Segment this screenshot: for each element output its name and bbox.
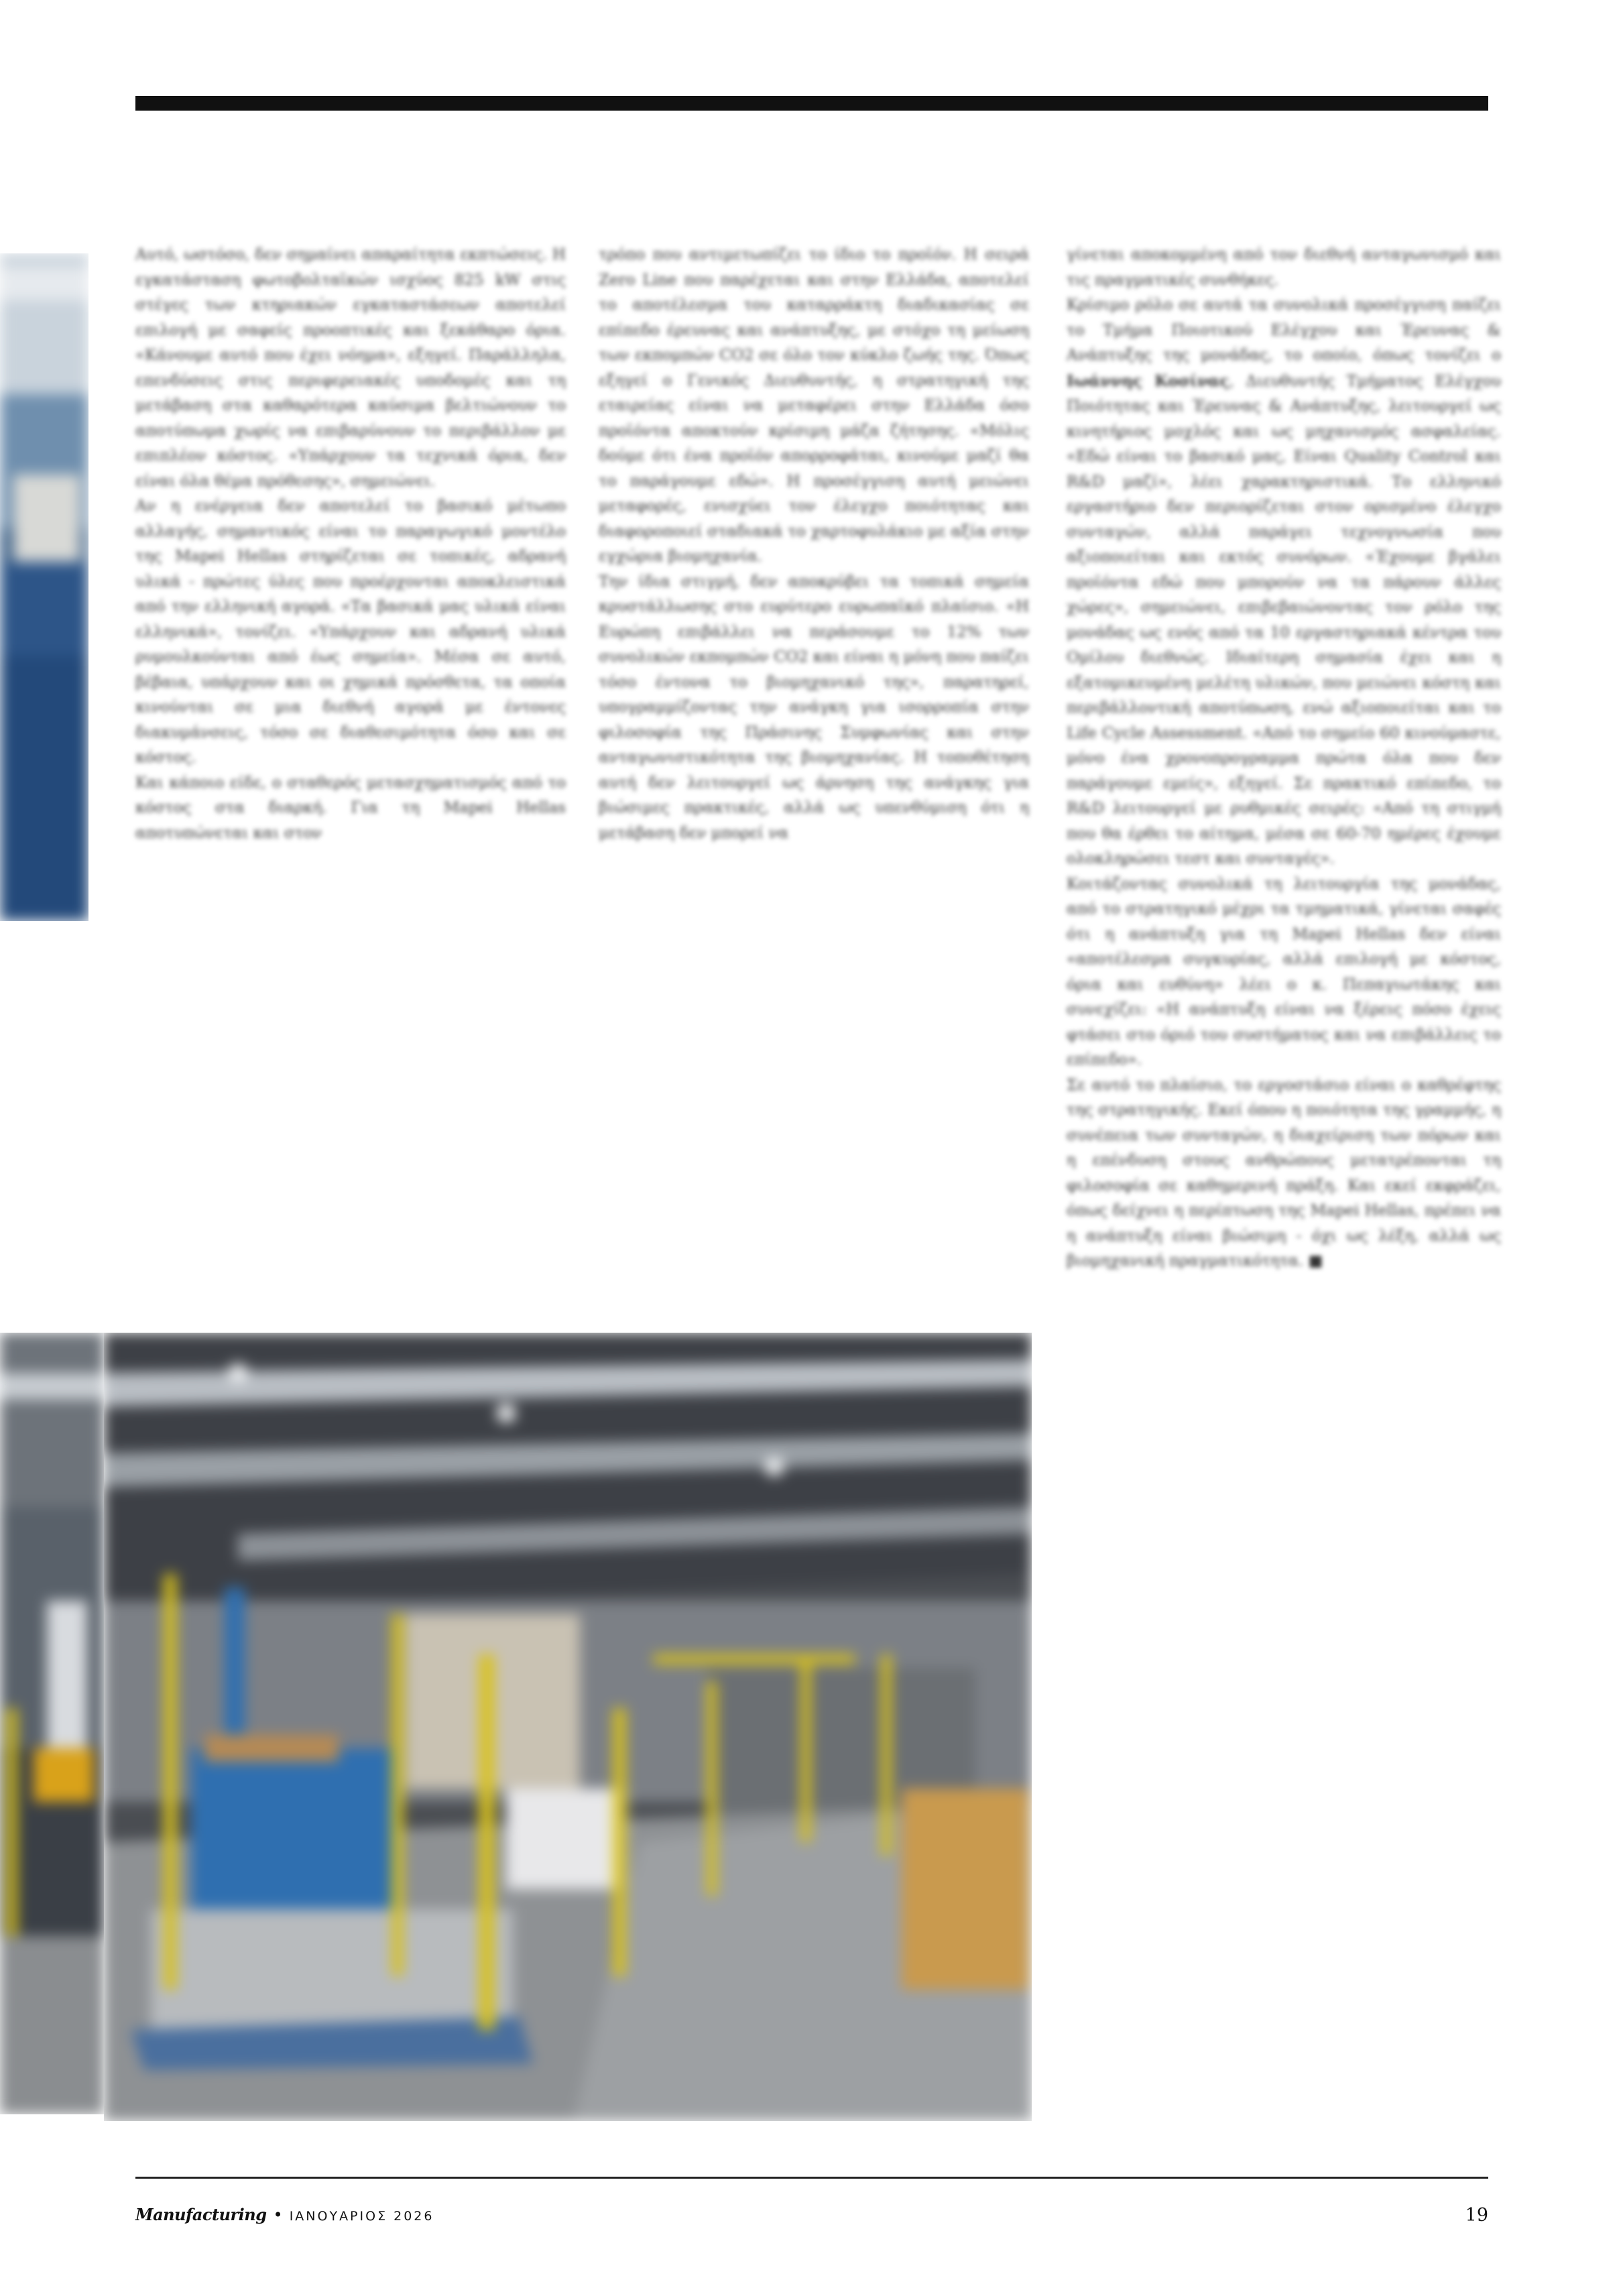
separator-dot: • (273, 2206, 283, 2224)
article-column-3 (1067, 243, 1501, 2120)
paragraph: Κοιτάζοντας συνολικά τη λειτουργία της μονάδας, από το στρατηγικό μέχρι τα τμηματικά, γίνεται σαφές ότι η ανάπτυξη για τη Mapei Hellas δεν είναι «αποτέλεσμα συγκυρίας, αλλά επιλογή με κόστος, όρια και ευθύνη» λέει ο κ. Πεπαγιωτάκης και συνεχίζει: «Η ανάπτυξη είναι να ξέρεις πόσο έχεις φτάσει στο όριό του συστήματος και να επιβάλλεις το επίπεδο». (1067, 875, 1501, 1069)
warehouse-photo (104, 1333, 1032, 2121)
office-photo (0, 253, 88, 921)
paragraph: γίνεται αποκομμένη από τον διεθνή ανταγωνισμό και τις πραγματικές συνθήκες. (1067, 246, 1501, 289)
article-column-1 (135, 243, 566, 846)
issue-date: ΙΑΝΟΥΑΡΙΟΣ 2026 (289, 2209, 434, 2224)
highlighted-name: Ιωάννης Κοσίνας (1067, 371, 1229, 390)
article-column-2 (599, 243, 1029, 846)
footer-publication (135, 2205, 434, 2224)
paragraph: Την ίδια στιγμή, δεν αποκρύβει τα τοπικά σημεία κρυστάλλωσης στο ευρύτερο ευρωπαϊκό πλαίσιο. «Η Ευρώπη επιβάλλει να περάσουμε το 12% των συνολικών εκπομπών CO2 και είναι η μόνη που παίζει τόσο έντονα το βιομηχανικό της», παρατηρεί, υπογραμμίζοντας την ανάγκη για ισορροπία στην φιλοσοφία της Πράσινης Συμφωνίας και στην ανταγωνιστικότητα της βιομηχανίας. Η τοποθέτηση αυτή δεν λειτουργεί ως άρνηση της ανάγκης για βιώσιμες πρακτικές, αλλά ως υπενθύμιση ότι η μετάβαση δεν μπορεί να (599, 572, 1029, 842)
paragraph: Και κάποιο είδε, ο σταθερός μετασχηματισμός από το κόστος στα διαρκή. Για τη Mapei Hellas αποτυπώνεται και στον (135, 774, 566, 842)
page-number: 19 (1465, 2205, 1488, 2226)
paragraph: Σε αυτό το πλαίσιο, το εργοστάσιο είναι ο καθρέφτης της στρατηγικής. Εκεί όπου η ποιότητα της γραμμής, η συνέπεια των συνταγών, η διαχείριση των πόρων και η επένδυση στους ανθρώπους μετατρέπονται τη φιλοσοφία σε καθημερινή πράξη. Και εκεί εκφράζει, όπως δείχνει η περίπτωση της Mapei Hellas, πρέπει να η ανάπτυξη είναι βιώσιμη - όχι ως λέξη, αλλά ως βιομηχανική πραγματικότητα. ■ (1067, 1076, 1501, 1270)
top-rule (135, 96, 1488, 111)
paragraph: Αν η ενέργεια δεν αποτελεί το βασικό μέτωπο αλλαγής, σημαντικός είναι το παραγωγικό μοντέλο της Mapei Hellas στηρίζεται σε τοπικές, αδρανή υλικά - πρώτες ύλες που προέρχονται αποκλειστικά από την ελληνική αγορά. «Τα βασικά μας υλικά είναι ελληνικά», τονίζει. «Υπάρχουν και αδρανή υλικά ρυμουλκούνται από έως σημεία». Μέσα σε αυτό, βέβαια, υπάρχουν και οι χημικά πρόσθετα, τα οποία κινούνται σε μια διεθνή αγορά με έντονες διακυμάνσεις, τόσο σε διαθεσιμότητα όσο και σε κόστος. (135, 497, 566, 766)
paragraph: Κρίσιμο ρόλο σε αυτά τα συνολικά προσέγγιση παίζει το Τμήμα Ποιοτικού Ελέγχου και Έρευνας & Ανάπτυξης της μονάδας, το οποίο, όπως τονίζει ο Ιωάννης Κοσίνας, Διευθυντής Τμήματος Ελέγχου Ποιότητας και Έρευνας & Ανάπτυξης, λειτουργεί ως κινητήριος μοχλός και ως μηχανισμός ασφαλείας. «Εδώ είναι το βασικό μας, Είναι Quality Control και R&D μαζί», λέει χαρακτηριστικά. Το ελληνικό εργαστήριο δεν περιορίζεται στον ορισμένο έλεγχο συνταγών, αλλά παράγει τεχνογνωσία που αξιοποιείται και εκτός συνόρων. «Έχουμε βγάλει προϊόντα εδώ που μπορούν να τα πάρουν άλλες χώρες», σημειώνει, επιβεβαιώνοντας τον ρόλο της μονάδας ως ενός από τα 10 εργαστηριακά κέντρα του Ομίλου διεθνώς. Ιδιαίτερη σημασία έχει και η εξατομικευμένη μελέτη υλικών, που μειώνει κόστη και περιβάλλοντική αποτύπωση, ενώ αξιοποιείται και το Life Cycle Assessment. «Από το σημείο 60 κινούμαστε, μόνο ένα χρονοπρογραμμα πρώτα όλα που δεν παράγουμε εμείς», εξηγεί. Σε πρακτικό επίπεδο, το R&D λειτουργεί με ρυθμικές σειρές: «Από τη στιγμή που θα έρθει το αίτημα, μέσα σε 60-70 ημέρες έχουμε ολοκληρώσει τεστ και συνταγές». (1067, 296, 1501, 867)
magazine-name: Manufacturing (135, 2205, 267, 2224)
paragraph: Αυτό, ωστόσο, δεν σημαίνει απαραίτητα εκπτώσεις. Η εγκατάσταση φωτοβολταϊκών ισχύος 825 kW στις στέγες των κτηριακών εγκαταστάσεων αποτελεί επιλογή με σαφείς προοπτικές και ξεκάθαρο όρια. «Κάνουμε αυτό που έχει νόημα», εξηγεί. Παράλληλα, επενδύσεις στις περιφερειακές υποδομές και τη μετάβαση στα καθαρότερα καύσιμα βελτιώνουν το αποτύπωμα χωρίς να επιβαρύνουν το περιβάλλον με επιπλέον κόστος. «Υπάρχουν τα τεχνικά όρια, δεν είναι όλα θέμα πρόθεσης», σημειώνει. (135, 246, 566, 490)
warehouse-photo-edge (0, 1333, 104, 2114)
paragraph: τρόπο που αντιμετωπίζει το ίδιο το προϊόν. Η σειρά Zero Line που παρέχεται και στην Ελλάδα, αποτελεί το αποτέλεσμα του καταρράκτη διαδικασίας σε επίπεδο έρευνας και ανάπτυξης, με στόχο τη μείωση των εκπομπών CO2 σε όλο τον κύκλο ζωής της. Όπως εξηγεί ο Γενικός Διευθυντής, η στρατηγική της εταιρείας είναι να μεταφέρει στην Ελλάδα όσο προϊόντα αποκτούν κρίσιμη μάζα ζήτησης. «Μόλις δούμε ότι ένα προϊόν απορροφάται, κινούμε μαζί θα το παράγουμε εδώ». Η προσέγγιση αυτή μειώνει μεταφορές, ενισχύει τον έλεγχο ποιότητας και διαφοροποιεί σταδιακά το χαρτοφυλάκιο με αξία στην εγχώρια βιομηχανία. (599, 246, 1029, 565)
footer-rule (135, 2177, 1488, 2179)
